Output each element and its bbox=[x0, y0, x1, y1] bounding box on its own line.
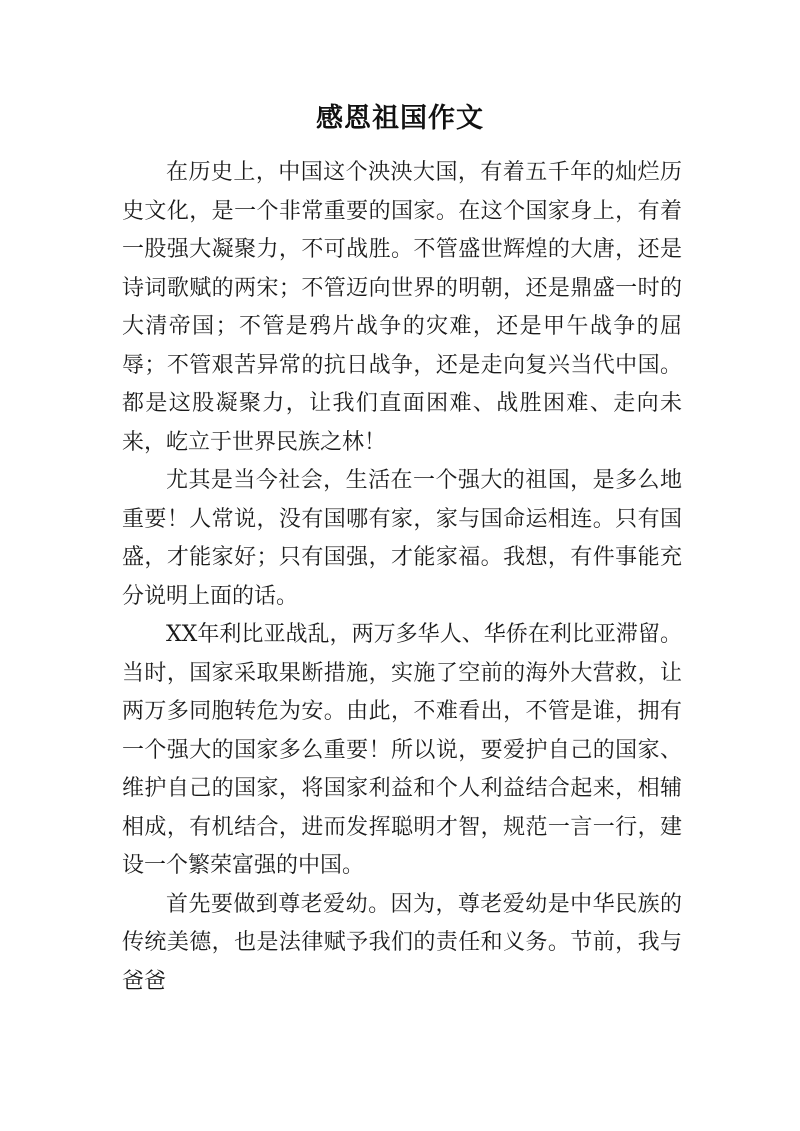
paragraph-4: 首先要做到尊老爱幼。因为，尊老爱幼是中华民族的传统美德，也是法律赋予我们的责任和义务。节前，我与爸爸 bbox=[122, 891, 682, 994]
paragraph-1: 在历史上，中国这个泱泱大国，有着五千年的灿烂历史文化，是一个非常重要的国家。在这个国家身上，有着一股强大凝聚力，不可战胜。不管盛世辉煌的大唐，还是诗词歌赋的两宋；不管迈向世界的明朝，还是鼎盛一时的大清帝国；不管是鸦片战争的灾难，还是甲午战争的屈辱；不管艰苦异常的抗日战争，还是走向复兴当代中国。都是这股凝聚力，让我们直面困难、战胜困难、走向未来，屹立于世界民族之林！ bbox=[122, 160, 682, 455]
paragraph-2: 尤其是当今社会，生活在一个强大的祖国，是多么地重要！人常说，没有国哪有家，家与国命运相连。只有国盛，才能家好；只有国强，才能家福。我想，有件事能充分说明上面的话。 bbox=[122, 468, 682, 609]
paragraph-3: XX年利比亚战乱，两万多华人、华侨在利比亚滞留。当时，国家采取果断措施，实施了空前的海外大营救，让两万多同胞转危为安。由此，不难看出，不管是谁，拥有一个强大的国家多么重要！所以说，要爱护自己的国家、维护自己的国家，将国家利益和个人利益结合起来，相辅相成，有机结合，进而发挥聪明才智，规范一言一行，建设一个繁荣富强的中国。 bbox=[122, 622, 682, 878]
document-body bbox=[122, 154, 682, 1001]
document-title: 感恩祖国作文 bbox=[316, 103, 484, 134]
